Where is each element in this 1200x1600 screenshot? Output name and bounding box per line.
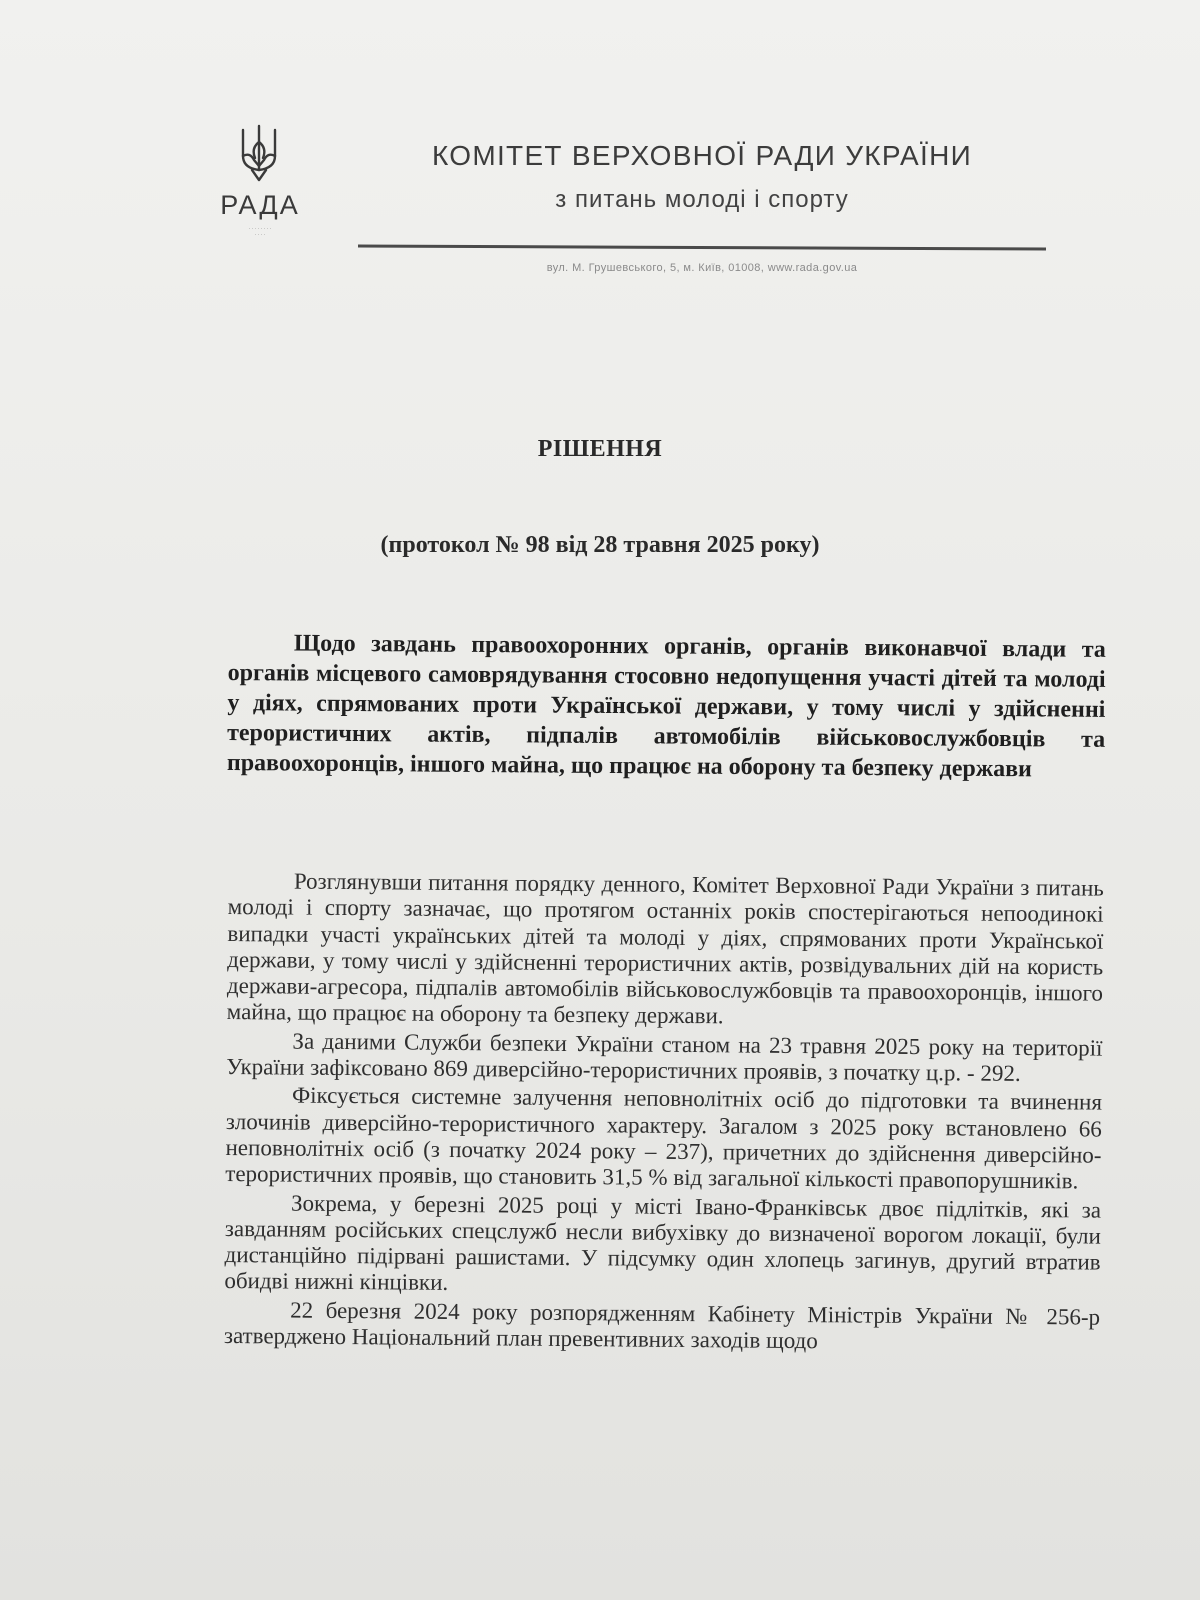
body-paragraph: 22 березня 2024 року розпорядженням Кабінету Міністрів України № 256-р затверджено Національний план превентивних заходів щодо [223, 1297, 1101, 1354]
body-paragraph: Фіксується системне залучення неповнолітніх осіб до підготовки та вчинення злочинів диверсійно-терористичного характеру. Загалом з 2025 року встановлено 66 неповнолітніх осіб (з початку 2024 року – 237), причетних до здійснення диверсійно-терористичних проявів, що становить 31,5 % від загальної кількості правопорушників. [225, 1082, 1103, 1194]
rada-logo-text: РАДА [220, 190, 300, 220]
trident-emblem-icon [236, 122, 282, 186]
body-paragraph: Зокрема, у березні 2025 році у місті Івано-Франківськ двоє підлітків, які за завданням російських спецслужб несли вибухівку до визначеної ворогом локації, були дистанційно підірвані рашистами. У підсумку один хлопець загинув, другий втратив обидві нижні кінцівки. [224, 1190, 1102, 1296]
committee-address: вул. М. Грушевського, 5, м. Київ, 01008, www.rada.gov.ua [546, 262, 858, 274]
committee-name: КОМІТЕТ ВЕРХОВНОЇ РАДИ УКРАЇНИ [431, 140, 973, 171]
letterhead-divider [358, 244, 1046, 250]
rada-logo-caption: · · · · · · · · · · · · [248, 226, 272, 238]
decision-body [224, 868, 1104, 1359]
decision-subject: Щодо завдань правоохоронних органів, органів виконавчої влади та органів місцевого самоврядування стосовно недопущення участі дітей та молоді у діях, спрямованих проти Української держави, у тому числі у здійсненні терористичних актів, підпалів автомобілів військовослужбовців та правоохоронців, іншого майна, що працює на оборону та безпеку держави [226, 630, 1106, 783]
body-paragraph: Розглянувши питання порядку денного, Комітет Верховної Ради України з питань молоді і спорту зазначає, що протягом останніх років спостерігаються непоодинокі випадки участі українських дітей та молоді у діях, спрямованих проти Української держави, у тому числі у здійсненні терористичних актів, розвідувальних дій на користь держави-агресора, підпалів автомобілів військовослужбовців та правоохоронців, іншого майна, що працює на оборону та безпеку держави. [226, 868, 1104, 1029]
protocol-line: (протокол № 98 від 28 травня 2025 року) [380, 532, 820, 558]
committee-subtitle: з питань молоді і спорту [555, 186, 849, 213]
body-paragraph: За даними Служби безпеки України станом на 23 травня 2025 року на території України зафіксовано 869 диверсійно-терористичних проявів, з початку ц.р. - 292. [226, 1028, 1103, 1087]
document-title: РІШЕННЯ [537, 436, 663, 462]
letterhead [0, 0, 1200, 300]
